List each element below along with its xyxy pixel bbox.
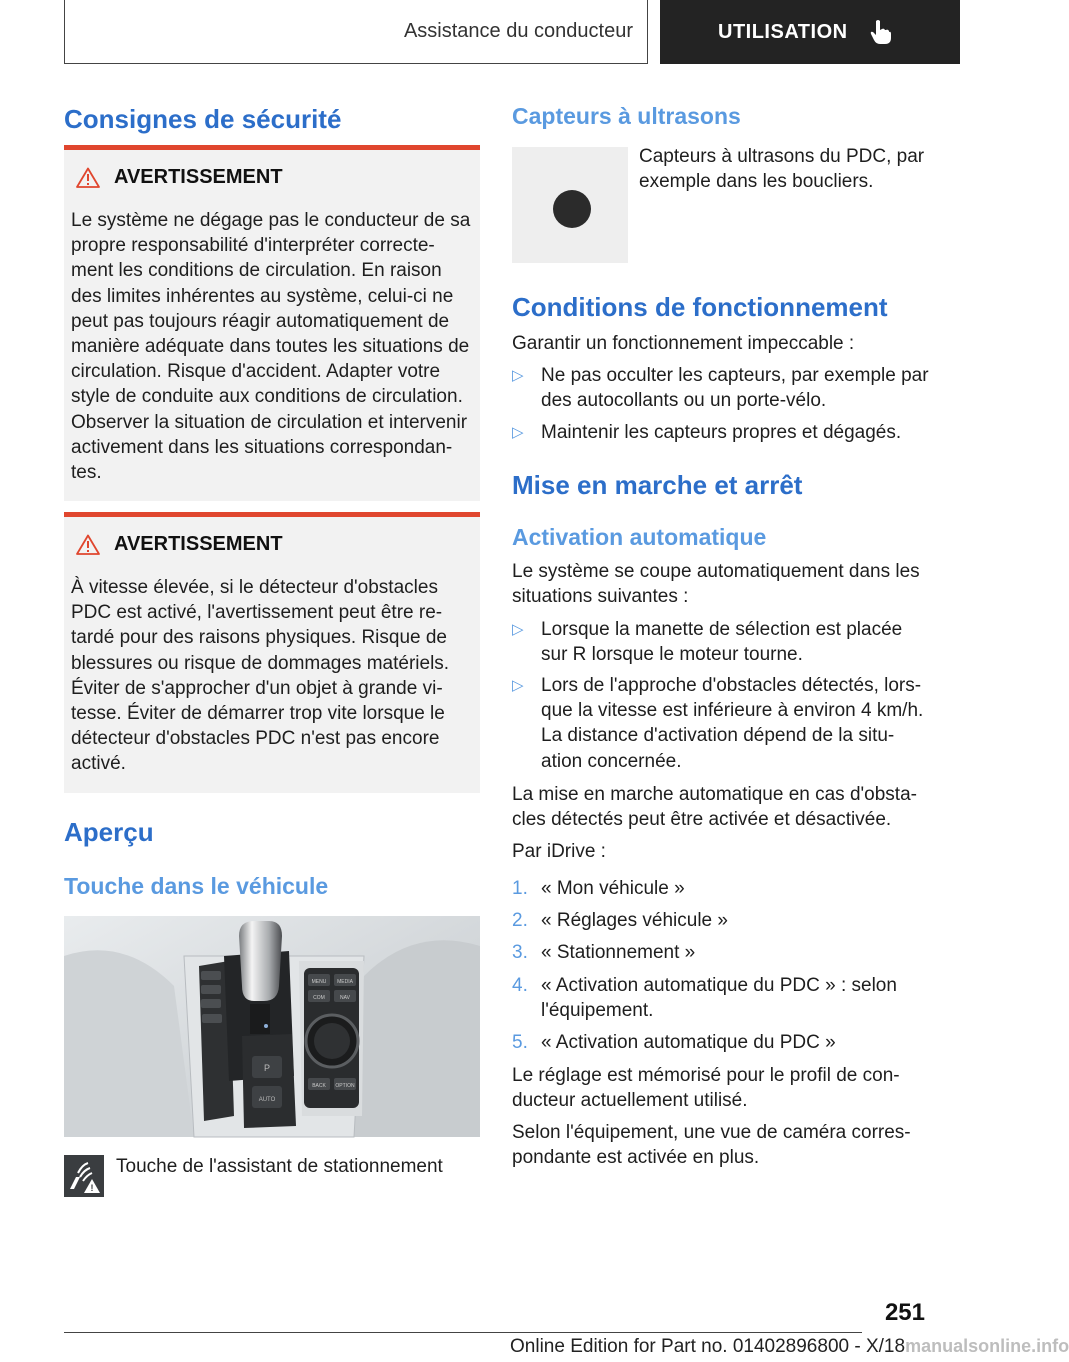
parking-assistant-icon [64, 1155, 104, 1197]
svg-text:!: ! [90, 1183, 94, 1193]
text-line: cles détectés peut être activée et désactivée. [512, 809, 892, 831]
text-line: La mise en marche automatique en cas d'obsta- [512, 784, 917, 805]
media-button-label: MEDIA [337, 979, 353, 985]
overview-title: Aperçu [64, 817, 154, 847]
text-line: À vitesse élevée, si le détecteur d'obstacles [71, 577, 438, 598]
warning-header-1 [76, 166, 283, 189]
step-number: 5. [512, 1032, 528, 1053]
bullet-text [541, 673, 933, 774]
watermark-text: manualsonline.info [905, 1336, 1069, 1356]
text-line: Le système ne dégage pas le conducteur de sa [71, 210, 471, 231]
text-line: « Réglages véhicule » [541, 910, 728, 931]
text-line: « Activation automatique du PDC » [541, 1032, 836, 1053]
text-line: La distance d'activation dépend de la situ- [541, 725, 895, 747]
header-section-title: Assistance du conducteur [403, 20, 633, 42]
ultrasonic-sensor-image [512, 147, 628, 263]
text-line: propre responsabilité d'interpréter correcte- [71, 235, 435, 257]
auto-intro [512, 559, 942, 609]
stored-paragraph [512, 1063, 942, 1113]
text-line: Le réglage est mémorisé pour le profil de con- [512, 1065, 900, 1086]
text-line: Ne pas occulter les capteurs, par exemple par [541, 365, 929, 386]
text-line: des limites inhérentes au système, celui-ci ne [71, 285, 454, 307]
text-line: des autocollants ou un porte-vélo. [541, 390, 827, 412]
text-line: détecteur d'obstacles PDC n'est pas encore [71, 728, 440, 750]
text-line: Selon l'équipement, une vue de caméra corres- [512, 1122, 911, 1143]
header-chapter [660, 0, 960, 64]
warning-box-2 [64, 512, 480, 793]
safety-title: Consignes de sécurité [64, 104, 342, 134]
text-line: Éviter de s'approcher d'un objet à grande vi- [71, 677, 443, 699]
text-line: tesse. Éviter de démarrer trop vite lorsque le [71, 703, 445, 725]
text-line: activé. [71, 753, 126, 775]
text-line: blessures ou risque de dommages matériels. [71, 652, 450, 674]
caption-parking-assistant: Touche de l'assistant de stationnement [116, 1156, 443, 1177]
menu-button-label: MENU [311, 979, 327, 985]
warning-label-2: AVERTISSEMENT [114, 533, 283, 555]
text-line: sur R lorsque le moteur tourne. [541, 644, 803, 666]
page-number: 251 [884, 1299, 925, 1326]
warning-triangle-icon [76, 167, 100, 188]
warning-triangle-icon [76, 534, 100, 555]
text-line: tes. [71, 462, 102, 484]
bullet-text [541, 420, 933, 445]
camera-paragraph [512, 1120, 942, 1170]
auto-button-label: AUTO [258, 1097, 276, 1103]
bullet-text [541, 617, 933, 667]
warning-text-1 [71, 208, 479, 485]
text-line: Observer la situation de circulation et intervenir [71, 411, 468, 433]
text-line: « Stationnement » [541, 942, 696, 963]
idrive-label: Par iDrive : [512, 841, 606, 862]
text-line: que la vitesse est inférieure à environ 4 km/h. [541, 700, 924, 722]
option-button-label: OPTION [335, 1083, 355, 1089]
text-line: pondante est activée en plus. [512, 1147, 760, 1169]
step-number: 4. [512, 975, 528, 996]
bullet-text [541, 363, 933, 413]
text-line: ment les conditions de circulation. En raison [71, 260, 442, 282]
auto-paragraph [512, 782, 942, 832]
step-number: 1. [512, 878, 528, 899]
step-text [541, 876, 933, 901]
text-line: l'équipement. [541, 1000, 654, 1022]
bullet-triangle-icon: ▷ [512, 424, 524, 441]
hand-pointer-icon [870, 19, 892, 45]
text-line: Maintenir les capteurs propres et dégagés. [541, 422, 902, 443]
sensors-title: Capteurs à ultrasons [512, 103, 741, 129]
edition-text: Online Edition for Part no. 01402896800 - X/18 [510, 1336, 906, 1357]
warning-text-2 [71, 575, 479, 777]
text-line: style de conduite aux conditions de circulation. [71, 386, 463, 408]
warning-header-2 [76, 533, 283, 556]
text-line: activement dans les situations correspondan- [71, 436, 453, 458]
conditions-intro: Garantir un fonctionnement impeccable : [512, 333, 855, 354]
footer-divider [64, 1332, 862, 1333]
auto-activation-title: Activation automatique [512, 524, 767, 550]
step-text [541, 908, 933, 933]
step-text [541, 1030, 933, 1055]
sensors-text [639, 144, 939, 194]
text-line: « Mon véhicule » [541, 878, 685, 899]
bullet-triangle-icon: ▷ [512, 621, 524, 638]
step-text [541, 940, 933, 965]
text-line: circulation. Risque d'accident. Adapter votre [71, 361, 441, 383]
text-line: Le système se coupe automatiquement dans les [512, 561, 920, 582]
text-line: ation concernée. [541, 750, 682, 772]
text-line: exemple dans les boucliers. [639, 171, 874, 193]
footer-edition [510, 1336, 1069, 1358]
parking-button-label: P [263, 1063, 271, 1073]
header-chapter-title: UTILISATION [718, 20, 848, 43]
nav-button-label: NAV [340, 995, 350, 1001]
text-line: peut pas toujours réagir automatiquement de [71, 310, 450, 332]
text-line: tardé pour des raisons physiques. Risque de [71, 627, 448, 649]
text-line: PDC est activé, l'avertissement peut être re- [71, 602, 443, 624]
text-line: Capteurs à ultrasons du PDC, par [639, 146, 925, 167]
warning-box-1 [64, 145, 480, 501]
center-console-image [64, 916, 480, 1137]
step-number: 3. [512, 942, 528, 963]
step-text [541, 973, 933, 1023]
text-line: « Activation automatique du PDC » : selon [541, 975, 897, 996]
bullet-triangle-icon: ▷ [512, 367, 524, 384]
bullet-triangle-icon: ▷ [512, 677, 524, 694]
text-line: Lorsque la manette de sélection est placée [541, 619, 903, 640]
text-line: ducteur actuellement utilisé. [512, 1090, 748, 1112]
onoff-title: Mise en marche et arrêt [512, 470, 803, 500]
warning-label-1: AVERTISSEMENT [114, 166, 283, 188]
conditions-title: Conditions de fonctionnement [512, 292, 888, 322]
com-button-label: COM [313, 995, 325, 1001]
text-line: situations suivantes : [512, 586, 689, 608]
step-number: 2. [512, 910, 528, 931]
text-line: manière adéquate dans toutes les situations de [71, 336, 470, 358]
header-section [64, 0, 648, 64]
button-title: Touche dans le véhicule [64, 873, 329, 899]
back-button-label: BACK [312, 1083, 326, 1089]
text-line: Lors de l'approche d'obstacles détectés, lors- [541, 675, 922, 696]
